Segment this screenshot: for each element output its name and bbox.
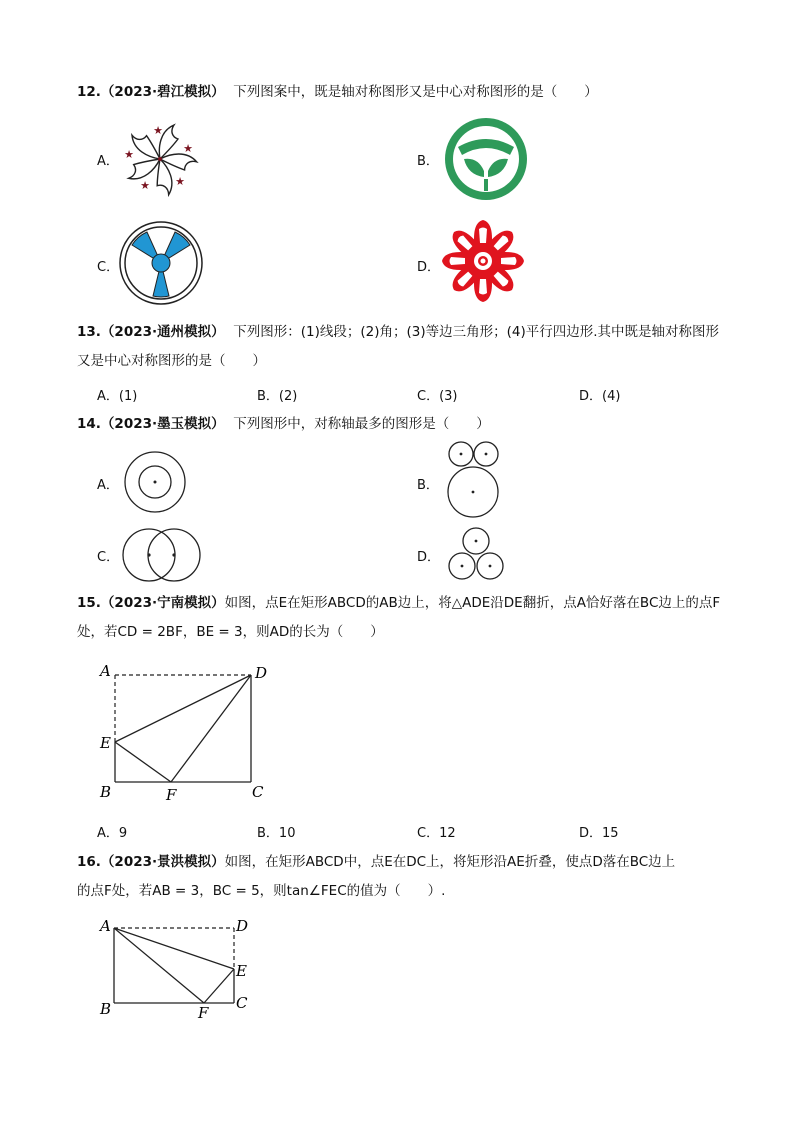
q14-option-b-label: B．: [417, 478, 439, 493]
q16-label-d: D: [236, 917, 249, 935]
q16-stem-line2: 的点F处，若AB = 3，BC = 5，则tan∠FEC的值为（ ）.: [77, 883, 446, 899]
q13-option-c: C．(3): [417, 389, 458, 404]
q14-option-c-label: C．: [97, 550, 120, 565]
three-circles-vertical-figure: [446, 441, 502, 519]
green-food-logo: [444, 117, 528, 201]
three-tangent-circles-figure: [447, 526, 505, 582]
q16-label-f: F: [198, 1004, 209, 1022]
q13-stem-line1: [77, 322, 719, 342]
q15-stem-line1: [77, 593, 720, 613]
q12-option-c-label: C．: [97, 260, 120, 275]
q15-option-c: C．12: [417, 826, 456, 841]
q16-stem-line1: [77, 852, 675, 872]
q14-text: 下列图形中，对称轴最多的图形是（ ）: [233, 416, 490, 432]
q14-option-d-label: D．: [417, 550, 441, 565]
q13-option-d: D．(4): [579, 389, 621, 404]
q16-label-e: E: [236, 962, 247, 980]
q15-label-d: D: [255, 664, 268, 682]
q15-label-b: B: [100, 783, 112, 801]
q12-stem: [77, 82, 598, 102]
two-intersecting-circles-figure: [122, 528, 202, 582]
q12-option-b-label: B．: [417, 154, 439, 169]
q13-source: （2023·通州模拟）: [100, 324, 225, 340]
q16-rectangle-fold-figure: [96, 914, 266, 1024]
q12-option-d-label: D．: [417, 260, 441, 275]
q13-stem-line2: 又是中心对称图形的是（ ）: [77, 353, 266, 369]
svg-text:★: ★: [175, 175, 185, 188]
q15-rectangle-fold-figure: [96, 660, 286, 806]
q13-option-a: A．(1): [97, 389, 138, 404]
q12-number: 12.: [77, 84, 101, 100]
q15-stem-line2: 处，若CD = 2BF，BE = 3，则AD的长为（ ）: [77, 624, 384, 640]
q16-label-a: A: [100, 917, 111, 935]
q14-number: 14.: [77, 416, 101, 432]
q12-text: 下列图案中，既是轴对称图形又是中心对称图形的是（ ）: [233, 84, 598, 100]
q13-option-b: B．(2): [257, 389, 298, 404]
q15-text-1: 如图，点E在矩形ABCD的AB边上，将△ADE沿DE翻折，点A恰好落在BC边上的点F: [224, 595, 721, 611]
q15-label-c: C: [252, 783, 264, 801]
q12-source: （2023·碧江模拟）: [100, 84, 225, 100]
q14-stem: [77, 414, 490, 434]
svg-text:★: ★: [153, 124, 163, 137]
svg-text:★: ★: [124, 148, 134, 161]
q16-number: 16.: [77, 854, 101, 870]
q15-option-b: B．10: [257, 826, 296, 841]
q13-number: 13.: [77, 324, 101, 340]
q15-source: （2023·宁南模拟）: [100, 595, 225, 611]
fan-in-circle-figure: [119, 221, 203, 305]
q15-option-d: D．15: [579, 826, 619, 841]
q13-text-1: 下列图形：(1)线段；(2)角；(3)等边三角形；(4)平行四边形.其中既是轴对称图形: [233, 324, 720, 340]
q15-option-a: A．9: [97, 826, 128, 841]
q14-source: （2023·墨玉模拟）: [100, 416, 225, 432]
q15-label-e: E: [100, 734, 111, 752]
concentric-circles-figure: [124, 451, 186, 513]
q14-option-a-label: A．: [97, 478, 119, 493]
q16-label-c: C: [236, 994, 248, 1012]
q12-option-a-label: A．: [97, 154, 119, 169]
svg-text:★: ★: [140, 179, 150, 192]
q15-number: 15.: [77, 595, 101, 611]
red-flower-figure: [441, 219, 525, 303]
q15-label-f: F: [166, 786, 177, 804]
q15-label-a: A: [100, 662, 111, 680]
q16-source: （2023·景洪模拟）: [100, 854, 225, 870]
q16-label-b: B: [100, 1000, 112, 1018]
q16-text-1: 如图，在矩形ABCD中，点E在DC上，将矩形沿AE折叠，使点D落在BC边上: [224, 854, 676, 870]
svg-text:★: ★: [183, 142, 193, 155]
bauhinia-figure: [120, 115, 210, 201]
